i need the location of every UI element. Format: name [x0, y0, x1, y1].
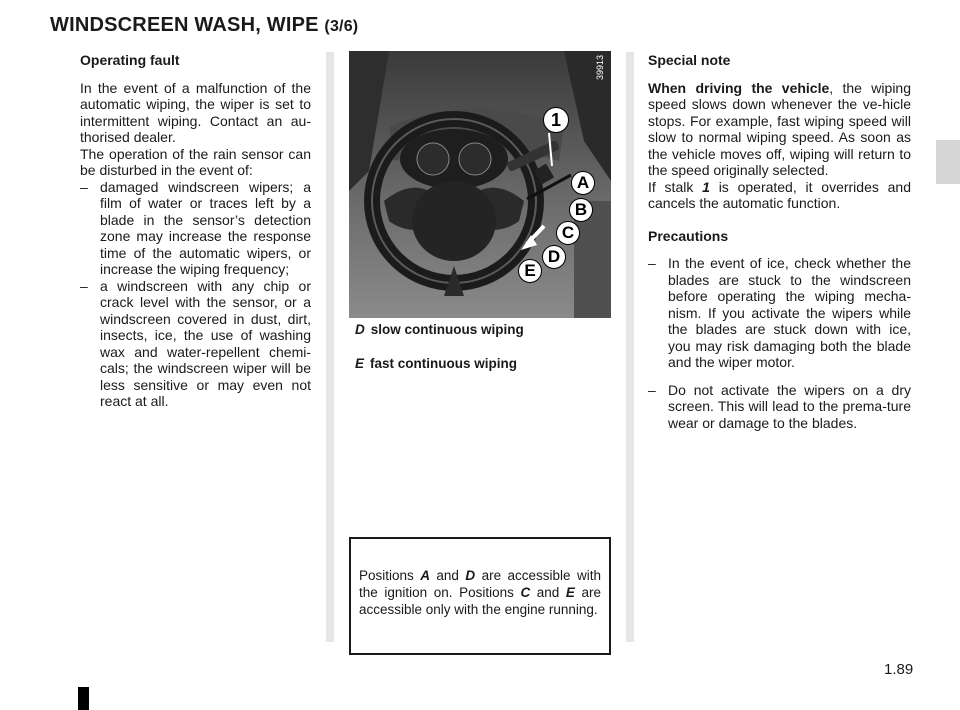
- legend-text: slow continuous wiping: [370, 322, 524, 337]
- operating-fault-heading: Operating fault: [80, 52, 180, 68]
- bullet-text: a windscreen with any chip or crack level with the sensor, or a windscreen covered in dust, dirt, insects, ice, the use of washing wax and water-repellent chemi-cals; the windscreen wiper will be less sensitive or may even not react at all.: [100, 277, 311, 409]
- page-number: 1.89: [884, 661, 914, 678]
- page-title: [50, 14, 358, 37]
- dash: –: [80, 277, 88, 294]
- callout-1: 1: [543, 107, 569, 133]
- note-key: A: [420, 568, 430, 583]
- note-key: E: [565, 585, 575, 600]
- title-text: WINDSCREEN WASH, WIPE: [50, 14, 319, 36]
- rain-sensor-paragraph: The operation of the rain sensor can be disturbed in the event of:: [80, 145, 311, 178]
- bullet-text: damaged windscreen wipers; a film of water or traces left by a blade in the sensor’s detection zone may increase the response time of the automatic wipers, or increase the wiping frequency;: [100, 178, 311, 277]
- callout-d: D: [542, 245, 566, 269]
- legend-key: D: [355, 322, 365, 337]
- instrument-cluster: [400, 129, 508, 189]
- list-item: [648, 255, 911, 371]
- note-text: and: [530, 585, 566, 600]
- note-text: are accessible only with the engine running.: [359, 585, 602, 617]
- left-column: [80, 52, 311, 410]
- airbag-hub: [412, 181, 496, 261]
- note-text: Positions: [359, 568, 421, 583]
- note-text: are accessible with the ignition on. Positions: [359, 568, 601, 600]
- paragraph-text: , the wiping speed slows down whenever the ve-hicle stops. For example, fast wiping speed will slow to normal wiping speed. As soon as the vehicle moves off, wiping will return to the speed originally selected.: [648, 79, 912, 178]
- emphasis-text: When driving the vehicle: [648, 79, 830, 96]
- dash: –: [80, 178, 88, 195]
- special-note-heading: Special note: [648, 52, 731, 68]
- legend-item-e: [355, 356, 517, 371]
- corner-mark: [78, 687, 89, 710]
- note-text: and: [429, 568, 466, 583]
- list-item: [80, 278, 311, 410]
- dash: –: [648, 381, 656, 398]
- special-note-paragraph: [648, 80, 911, 179]
- callout-c: C: [556, 221, 580, 245]
- paragraph-text: is operated, it overrides and cancels the automatic function.: [648, 178, 911, 211]
- stalk-paragraph: [648, 179, 911, 212]
- stalk-key: 1: [702, 178, 710, 195]
- malfunction-paragraph: In the event of a malfunction of the automatic wiping, the wiper is set to intermittent wiping. Contact an au-thorised dealer.: [80, 79, 311, 145]
- legend-item-d: [355, 322, 524, 337]
- list-item: [648, 382, 911, 432]
- note-key: D: [465, 568, 476, 583]
- callout-a: A: [571, 171, 595, 195]
- section-tab: [936, 140, 960, 184]
- paragraph-text: If stalk: [648, 178, 703, 195]
- note-key: C: [520, 585, 531, 600]
- column-divider-right: [626, 52, 634, 642]
- right-column: [648, 52, 911, 431]
- gauge-icon: [417, 143, 449, 175]
- callout-e: E: [518, 259, 542, 283]
- note-box: [349, 537, 611, 655]
- column-divider-left: [326, 52, 334, 642]
- dash: –: [648, 255, 656, 271]
- bullet-text: Do not activate the wipers on a dry screen. This will lead to the prema-ture wear or damage to the blades.: [668, 381, 911, 431]
- bullet-text: In the event of ice, check whether the blades are stuck to the windscreen before operating the wiping mecha-nism. If you activate the wipers while the blades are stuck down with ice, you may risk damaging both the blade and the wiper motor.: [668, 255, 911, 370]
- gauge-icon: [459, 143, 491, 175]
- legend-key: E: [355, 356, 365, 371]
- title-part: (3/6): [324, 18, 359, 35]
- steering-wheel-illustration: [349, 51, 611, 318]
- list-item: [80, 179, 311, 278]
- precautions-heading: Precautions: [648, 227, 729, 244]
- figure-number: 39913: [595, 55, 605, 81]
- legend-text: fast continuous wiping: [370, 356, 518, 371]
- callout-b: B: [569, 198, 593, 222]
